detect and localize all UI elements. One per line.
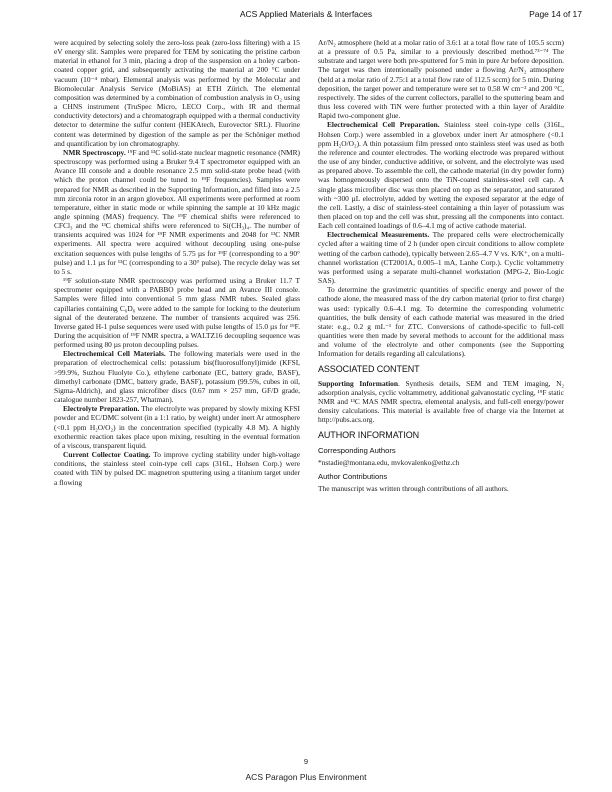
paragraph-supporting-information-body: . Synthesis details, SEM and TEM imaging, N₂ adsorption analysis, cyclic voltammetry, additional galvanostatic cycling, ¹⁹F static NMR and ¹³C MAS NMR spectra, elemental analysis, and full-cell energy/power density calculations. This material is available free of charge via the Internet at http://pubs.acs.org. <box>318 378 564 425</box>
paragraph-electrolyte-body: The electrolyte was prepared by slowly mixing KFSI powder and EC/DMC solvent (in a 1:1 ratio, by weight) under inert Ar atmosphere (<0.1 ppm H₂O/O₂) in the concentration specified (typically 4.8 M). A highly exothermic reaction takes place upon mixing, resulting in the eventual formation of a viscous, transparent liquid. <box>54 404 301 450</box>
paragraph-nmr <box>54 148 300 276</box>
paragraph-current-collector <box>54 450 300 487</box>
paragraph-author-contributions: The manuscript was written through contributions of all authors. <box>318 484 509 494</box>
subheading-author-contributions: Author Contributions <box>318 471 388 481</box>
run-in-heading-current-collector: Current Collector Coating. <box>63 450 151 460</box>
paragraph-cell-materials <box>54 349 300 404</box>
page-indicator: Page 14 of 17 <box>529 9 582 19</box>
paragraph-electrolyte <box>54 404 300 450</box>
run-in-heading-cell-materials: Electrochemical Cell Materials. <box>63 349 166 359</box>
paragraph-measurements-body: The prepared cells were electrochemically cycled after a waiting time of 2 h (under open circuit conditions to allow complete wetting of the carbon cathode), typically between 2.65–4.7 V vs. K/K⁺, on a multi-channel workstation (CT2001A, 0.005–1 mA, Lanhe Corp.). Cyclic voltammetry was performed using a separate multi-channel workstation (MPG-2, Bio-Logic SAS). <box>318 230 565 286</box>
paragraph-nmr-body: ¹⁹F and ¹³C solid-state nuclear magnetic resonance (NMR) spectroscopy was performed using a Bruker 9.4 T spectrometer equipped with an Avance III console and a double resonance 2.5 mm solid-state probe head (with which the proton channel could be tuned to ¹⁹F frequencies). Samples were prepared for NMR as described in the Supporting Information, and filled into a 2.5 mm zirconia rotor in an argon glovebox. All experiments were performed at room temperature, either in static mode or while spinning the sample at 10 kHz magic angle spinning (MAS) frequency. The ¹⁹F chemical shifts were referenced to CFCl₃ and the ¹³C chemical shifts were referenced to Si(CH₃)₄. The number of transients acquired was 1024 for ¹⁹F NMR experiments and 2048 for ¹³C NMR experiments. All spectra were acquired without decoupling using one-pulse excitation sequences with pulse lengths of 5.75 µs for ¹⁹F (corresponding to a 90° pulse) and 1.1 µs for ¹³C (corresponding to a 30° pulse). The recycle delay was set to 5 s. <box>54 147 301 276</box>
corresponding-emails: *nstadie@montana.edu, mvkovalenko@ethz.ch <box>318 457 460 467</box>
page-number: 9 <box>303 757 309 766</box>
section-heading-author-information: AUTHOR INFORMATION <box>318 430 420 441</box>
run-in-heading-supporting-information: Supporting Information <box>318 378 398 388</box>
paragraph-supporting-information <box>318 379 564 425</box>
subheading-corresponding-authors: Corresponding Authors <box>318 445 396 455</box>
paragraph-gravimetric: To determine the gravimetric quantities of specific energy and power of the cathode alone, the measured mass of the dry carbon material (prior to first charge) was used: typically 0.6–4.1 mg. To determine the corresponding volumetric quantities, the bulk density of each cathode material was measured in the dried state: e.g., 0.2 g mL⁻¹ for ZTC. Conversions of cathode-specific to full-cell quantities were then made by several methods to account for the additional mass and volume of the electrolyte and other components (see the Supporting Information for details regarding all calculations). <box>318 285 564 359</box>
paragraph-cell-preparation-body: Stainless steel coin-type cells (316L, Hohsen Corp.) were assembled in a glovebox under inert Ar atmosphere (<0.1 ppm H₂O/O₂). A thin potassium film pressed onto stainless steel was used as both the reference and counter electrodes. The working electrode was prepared without the use of any binder, conductive additive, or solvent, and the electrolyte was used as prepared above. To assemble the cell, the cathode material (in dry powder form) was homogeneously dispersed onto the TiN-coated stainless-steel cell cap. A single glass microfiber disc was then placed on top as the separator, and saturated with ~300 µL electrolyte, added by wetting the exposed separator at the edge of the cell. Lastly, a disc of stainless-steel containing a thin layer of potassium was then placed on top and the cell was shut, pressing all the components into contact. Each cell contained loadings of 0.6–4.1 mg of active cathode material. <box>318 120 564 231</box>
paragraph-measurements <box>318 230 564 285</box>
paragraph-sputtering: Ar/N₂ atmosphere (held at a molar ratio of 3.6:1 at a total flow rate of 105.5 sccm) at a pressure of 0.5 Pa, similar to a previously described method.⁷³⁻⁷⁴ The substrate and target were both pre-sputtered for 5 min in pure Ar before deposition. The target was then intentionally poisoned under a flowing Ar/N₂ atmosphere (held at a molar ratio of 2.75:1 at a total flow rate of 112.5 sccm) for 5 min. During deposition, the target power and temperature were set to 0.58 W cm⁻² and 200 °C, respectively. The sides of the current collectors, parallel to the sputtering beam and thus less covered with TiN were further protected with a thin layer of Araldite Rapid two-component glue. <box>318 38 564 121</box>
footer-source: ACS Paragon Plus Environment <box>245 772 367 782</box>
paragraph-solution-nmr: ¹⁹F solution-state NMR spectroscopy was performed using a Bruker 11.7 T spectrometer equipped with a PABBO probe head and an Avance III console. Samples were filled into conventional 5 mm glass NMR tubes. Sealed glass capillaries containing C₆D₆ were added to the sample for locking to the deuterium signal of the deuterated benzene. The number of transients acquired was 256. Inverse gated H-1 pulse sequences were used with pulse lengths of 15.0 µs for ¹⁹F. During the acquisition of ¹⁹F NMR spectra, a WALTZ16 decoupling sequence was performed using 80 µs proton decoupling pulses. <box>54 276 300 350</box>
paragraph-cell-materials-body: The following materials were used in the preparation of electrochemical cells: potassium bis(fluorosulfonyl)imide (KFSI, >99.9%, Suzhou Fluolyte Co.), ethylene carbonate (EC, battery grade, BASF), dimethyl carbonate (DMC, battery grade, BASF), potassium (99.5%, cubes in oil, Sigma-Aldrich), and glass microfiber discs (0.67 mm × 257 mm, GF/D grade, catalogue number 1823-257, Whatman). <box>54 349 300 405</box>
run-in-heading-cell-preparation: Electrochemical Cell Preparation. <box>327 120 440 130</box>
right-column <box>318 38 564 493</box>
run-in-heading-electrolyte: Electrolyte Preparation. <box>63 404 140 414</box>
journal-title: ACS Applied Materials & Interfaces <box>239 9 373 19</box>
run-in-heading-measurements: Electrochemical Measurements. <box>327 230 430 240</box>
paragraph-current-collector-body: To improve cycling stability under high-voltage conditions, the stainless steel coin-type cell caps (316L, Hohsen Corp.) were coated with TiN by pulsed DC magnetron sputtering using a titanium target under a flowing <box>54 450 300 487</box>
paragraph-tem-elemental: were acquired by selecting solely the zero-loss peak (zero-loss filtering) with a 15 eV energy slit. Samples were prepared for TEM by sonicating the pristine carbon material in ethanol for 3 min, placing a drop of the suspension on a holey carbon-coated copper grid, and subsequently activating the material at 200 °C under vacuum (10⁻⁴ mbar). Elemental analysis was performed by the Molecular and Biomolecular Analysis Service (MoBiAS) at ETH Zürich. The elemental composition was determined by a combination of combustion analysis in O₂ using a CHNS instrument (TruSpec Micro, LECO Corp., with IR and thermal conductivity detectors) and a chromatograph equipped with a thermal conductivity detector to determine the sulfur content (HEKAtech, Eurovector SRL). Fluorine content was determined by digestion of the sample as per the Schöniger method and quantification by ion chromatography. <box>54 38 300 148</box>
paragraph-cell-preparation <box>318 120 564 230</box>
run-in-heading-nmr: NMR Spectroscopy. <box>63 147 126 157</box>
section-heading-associated-content: ASSOCIATED CONTENT <box>318 364 420 375</box>
left-column <box>54 38 300 487</box>
